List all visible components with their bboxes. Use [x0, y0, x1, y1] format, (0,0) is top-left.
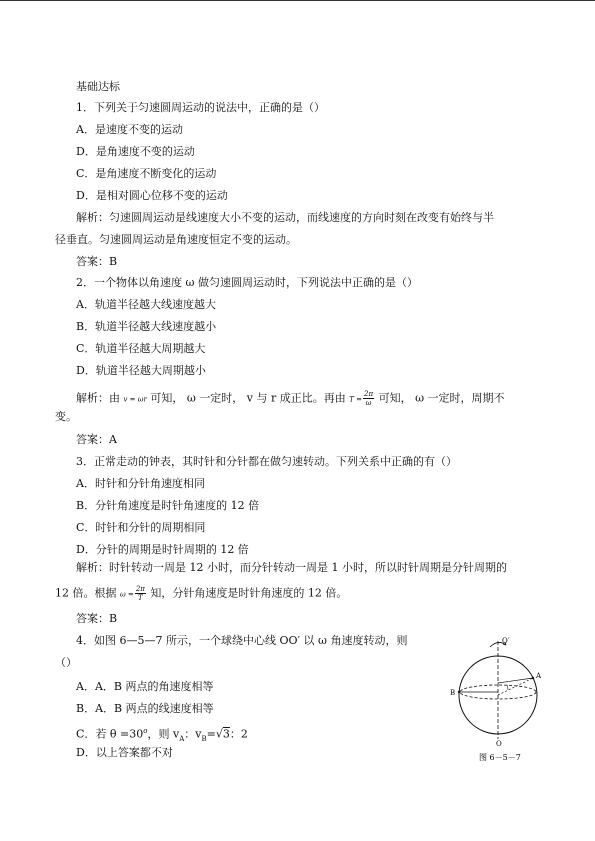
q4-option-c-text-c: ：v [184, 727, 202, 741]
q3-option-a: A．时针和分针角速度相同 [76, 477, 205, 490]
q1-analysis-line1: 解析：匀速圆周运动是线速度大小不变的运动，而线速度的方向时刻在改变有始终与半 [76, 211, 494, 224]
label-b: B [450, 689, 456, 697]
section-title: 基础达标 [76, 80, 120, 93]
q3-option-d: D．分针的周期是时针周期的 12 倍 [76, 543, 249, 556]
q1-option-a: A．是速度不变的运动 [76, 123, 183, 136]
q1-analysis-line2: 径垂直。匀速圆周运动是角速度恒定不变的运动。 [55, 233, 297, 246]
q1-answer: 答案：B [76, 255, 118, 268]
formula-omega-fraction [135, 585, 146, 602]
q1-option-d: D．是相对圆心位移不变的运动 [76, 189, 228, 202]
q4-stem-bracket: （） [55, 656, 77, 669]
q4-option-a: A．A．B 两点的角速度相等 [76, 680, 214, 693]
formula-omega-denominator: T [138, 594, 143, 602]
q3-answer: 答案：B [76, 612, 118, 625]
q4-option-c-text-b: ，则 v [147, 727, 180, 741]
subscript-a: A [179, 734, 185, 743]
q3-analysis-text-b: 知，分针角速度是时针角速度的 12 倍。 [150, 586, 348, 600]
q2-analysis-text-c: 可知， ω 一定时，周期不 [378, 391, 505, 405]
q2-stem: 2．一个物体以角速度 ω 做匀速圆周运动时，下列说法中正确的是（） [76, 276, 418, 289]
q2-analysis-line1 [76, 390, 505, 407]
formula-omega-numerator: 2π [135, 585, 145, 593]
q3-stem: 3．正常走动的钟表，其时针和分针都在做匀速转动。下列关系中正确的有（） [76, 455, 457, 468]
sqrt-three: √3 [215, 727, 230, 741]
formula-T-denominator: ω [365, 399, 372, 407]
q3-analysis-text-a: 12 倍。根据 [55, 586, 117, 600]
q2-option-b: B．轨道半径越大线速度越小 [76, 320, 217, 333]
q3-analysis-line1: 解析：时针转动一周是 12 小时，而分针转动一周是 1 小时，所以时针周期是分针周期的 [76, 561, 507, 574]
degree-mark: o [143, 727, 148, 735]
q4-option-c-text-e: ：2 [229, 727, 248, 741]
point-b [458, 691, 460, 693]
label-o: O [496, 740, 502, 748]
q1-stem: 1．下列关于匀速圆周运动的说法中，正确的是（） [76, 101, 325, 114]
point-a [532, 677, 534, 679]
subscript-b: B [201, 734, 207, 743]
q3-option-b: B．分针角速度是时针角速度的 12 倍 [76, 499, 260, 512]
q2-analysis-text-a: 解析：由 [76, 391, 120, 405]
q1-option-b: D．是角速度不变的运动 [76, 145, 195, 158]
formula-omega-lhs: ω = [120, 590, 134, 599]
sphere-rotation-figure [445, 633, 555, 763]
label-a: A [536, 672, 542, 680]
label-o-prime: O′ [502, 637, 510, 645]
formula-T-numerator: 2π [364, 390, 374, 398]
q4-option-c [76, 724, 248, 746]
q2-analysis-text-b: 可知， ω 一定时， v 与 r 成正比。再由 [150, 391, 346, 405]
q3-option-c: C．时针和分针的周期相同 [76, 521, 206, 534]
q4-option-b: B．A．B 两点的线速度相等 [76, 702, 214, 715]
q3-analysis-line2 [55, 585, 347, 602]
q1-option-c: C．是角速度不断变化的运动 [76, 167, 217, 180]
q4-option-c-text-d: = [206, 727, 216, 741]
q2-analysis-line2: 变。 [55, 410, 77, 423]
q4-stem: 4．如图 6—5—7 所示，一个球绕中心线 OO′ 以 ω 角速度转动，则 [76, 634, 408, 647]
page-top-border [0, 0, 595, 1]
formula-T-lhs: T = [349, 395, 363, 404]
q2-option-c: C．轨道半径越大周期越大 [76, 342, 206, 355]
formula-v-equals-omega-r: v = ωr [123, 395, 147, 404]
figure-caption: 图 6－5－7 [479, 753, 521, 762]
q2-option-a: A．轨道半径越大线速度越大 [76, 298, 216, 311]
theta-arc [507, 685, 508, 690]
q4-option-d: D．以上答案都不对 [76, 746, 173, 759]
q4-option-c-text-a: C．若 θ =30 [76, 727, 144, 741]
q2-answer: 答案：A [76, 433, 117, 446]
sqrt-radicand: 3 [222, 727, 230, 741]
q2-option-d: D．轨道半径越大周期越小 [76, 364, 206, 377]
formula-T-fraction [363, 390, 374, 407]
